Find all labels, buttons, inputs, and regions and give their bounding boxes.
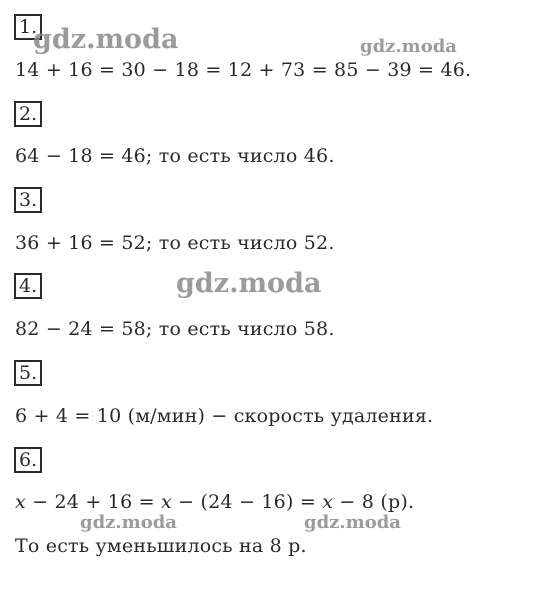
task-4-line: 82 − 24 = 58; то есть число 58. — [15, 318, 335, 340]
task-number: 3. — [19, 189, 38, 211]
watermark-logo: gdz.moda — [33, 24, 179, 55]
task-number-box — [14, 360, 42, 386]
task-5-line: 6 + 4 = 10 (м/мин) − скорость удаления. — [15, 405, 434, 427]
task-number: 4. — [19, 275, 38, 297]
watermark-logo: gdz.moda — [80, 512, 177, 533]
task-number-box — [14, 273, 42, 299]
task-1-line: 14 + 16 = 30 − 18 = 12 + 73 = 85 − 39 = 46. — [15, 59, 472, 81]
task-number-box — [14, 101, 42, 127]
watermark-logo: gdz.moda — [360, 36, 457, 57]
task-number: 2. — [19, 103, 38, 125]
task-3-line: 36 + 16 = 52; то есть число 52. — [15, 232, 335, 254]
watermark-logo: gdz.moda — [304, 512, 401, 533]
task-number: 6. — [19, 449, 38, 471]
task-6-line-2: То есть уменьшилось на 8 р. — [15, 535, 307, 557]
task-number-box — [14, 187, 42, 213]
task-number-box — [14, 447, 42, 473]
task-2-line: 64 − 18 = 46; то есть число 46. — [15, 145, 335, 167]
watermark-logo: gdz.moda — [176, 268, 322, 299]
task-6-line-1: x − 24 + 16 = x − (24 − 16) = x − 8 (р). — [15, 491, 415, 513]
task-number: 1. — [19, 16, 38, 38]
task-number: 5. — [19, 362, 38, 384]
